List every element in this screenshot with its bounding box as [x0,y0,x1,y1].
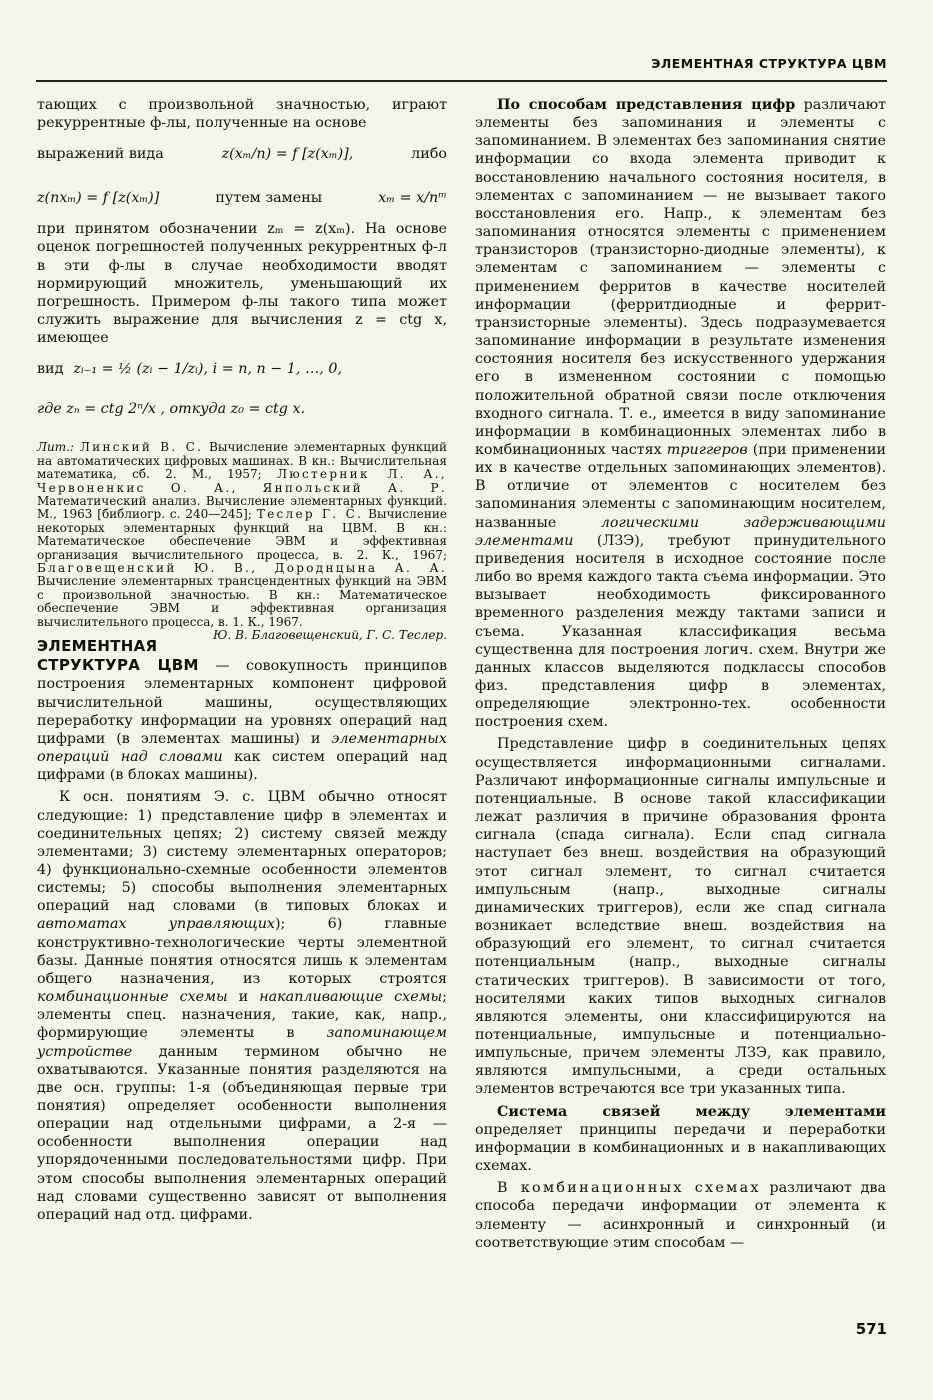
bold-heading: Система связей между элементами [497,1103,886,1120]
text-run: (ЛЗЭ), требуют принудительного приведения носителя в исходное состояние после либо во время каждого такта съема информации. Это вызывает необходимость фиксированного временного разделения между тактами записи и съема. Указанная классификация весьма существенна для построения логич. схем. Внутри же данных классов выделяются подклассы способов физ. представления цифр в элементах, определяющие электронно-тех. особенности построения схем. [475,532,886,731]
italic-term: элементарных операций над словами [37,730,447,766]
text-run: К осн. понятиям Э. с. ЦВМ обычно относят следующие: 1) представление цифр в элементах и соединительных цепях; 2) систему связей между элементами; 3) систему элементарных операторов; 4) функционально-схемные особенности элементов системы; 5) способы выполнения элементарных операций над словами (в типовых блоках и [37,789,447,915]
literature [37,440,447,643]
text-run: (при применении их в качестве отдельных запоминающих элементов). В отличие от элементов с носителем без запоминания элементы с запоминающим носителем, названные [475,441,887,531]
header-title: ЭЛЕМЕНТНАЯ СТРУКТУРА ЦВМ [651,56,887,71]
paragraph: тающих с произвольной значностью, играют рекуррентные ф-лы, полученные на основе [37,97,447,132]
formula-expression: где zₙ = ctg 2ⁿ/x , откуда z₀ = ctg x. [37,401,306,418]
paragraph: Представление цифр в соединительных цепях осуществляется информационными сигналами. Различают информационные сигналы импульсные и потенциальные. В основе такой классификации лежат различия в причине образования фронта сигнала (спада сигнала). Если спад сигнала наступает без внеш. воздействия на образующий этот сигнал элемент, то сигнал считается импульсным (напр., выходные сигналы динамических триггеров), если же спад сигнала возникает вследствие внеш. воздействия на образующий его элемент, то сигнал считается потенциальным (напр., выходные сигналы статических триггеров). В зависимости от того, носителями каких типов выходных сигналов являются элементы, они классифицируются на потенциальные, импульсные и потенциально-импульсные, причем элементы ЛЗЭ, как правило, являются импульсными, а среди остальных элементов встречаются все три указанных типа. [475,736,886,1098]
text-run: различают элементы без запоминания и элементы с запоминанием. В элементах без запоминания снятие информации со входа элемента приводит к восстановлению начального состояния носителя, в элементах с запоминанием — не вызывает такого восстановления его. Напр., к элементам без запоминания относятся элементы с применением транзисторов (транзисторно-диодные элементы), к элементам с запоминанием — элементы с применением ферритов в качестве носителей информации (ферритдиодные и феррит-транзисторные элементы). Здесь подразумевается запоминание информации в результате изменения состояния носителя без искусственного удержания его в измененном состоянии с помощью положительной обратной связи после отключения входного сигнала. Т. е., имеется в виду запоминание информации в комбинационных элементах либо в комбинационных частях [475,97,886,458]
italic-term: триггеров [666,441,748,458]
formula-4 [37,391,447,427]
left-column [37,96,447,1224]
text-run: ); 6) главные конструктивно-технологические черты элементной базы. Данные понятия относятся лишь к элементам общего назначения, из которых строятся [37,916,447,987]
lit-work: Вычисление некоторых элементарных функций на ЦВМ. В кн.: Математическое обеспечение ЭВМ и эффективная организация вычислительного процесса, в. 2. К., 1967; [37,507,447,562]
entry-definition [37,637,447,784]
paragraph [475,1103,886,1176]
text-run: как систем операций над цифрами (в блоках машины). [37,749,447,784]
formula-2 [37,176,447,220]
lit-work: Вычисление элементарных функций на автоматических цифровых машинах. В кн.: Вычислительная математика, сб. 2. М., 1957; [37,440,447,482]
spaced-term: В комбинационных схемах [497,1180,761,1197]
paragraph: при принятом обозначении zₘ = z(xₘ). На основе оценок погрешностей полученных рекуррентных ф-л в эти ф-лы в случае необходимости вводят нормирующий множитель, уменьшающий их погрешность. Примером ф-лы такого типа может служить выражение для вычисления z = ctg x, имеющее [37,221,447,347]
page-number: 571 [855,1320,887,1338]
lit-author: Благовещенский Ю. В., Дороднцына А. А. [37,561,447,576]
text-run: данным термином обычно не охватываются. Указанные понятия разделяются на две осн. группы: 1-я (объединяющая первые три понятия) определяет особенности выполнения операции над отдельными цифрами, а 2-я — особенности выполнения операции над упорядоченными последовательностями цифр. При этом способы выполнения элементарных операций над словами существенно зависят от выполнения операций над отд. цифрами. [37,1043,447,1223]
lit-author: Люстерник Л. А., Червоненкис О. А., Янпольский А. Р. [37,467,447,495]
formula-tail: либо [411,146,447,163]
italic-term: запоминающем устройстве [37,1025,447,1060]
lit-author: Линский В. С. [79,440,204,455]
italic-term: накапливающие схемы [259,989,443,1006]
text-run: и [227,989,260,1006]
formula-expression: xₘ = x/nᵐ [378,190,447,207]
article-authors: Ю. В. Благовещенский, Г. С. Теслер. [213,628,447,643]
text-run: различают два способа передачи информации от элемента к элементу — асинхронный и синхронный (и соответствующие этим способам — [475,1180,886,1251]
formula-3 [37,347,447,391]
italic-term: комбинационные схемы [37,989,228,1006]
lit-work: Математический анализ. Вычисление элементарных функций. М., 1963 [библиогр. с. 240—245]; [37,494,447,522]
formula-expression: z(xₘ/n) = f [z(xₘ)], [221,146,354,163]
italic-term: логическими задерживающими элементами [475,514,886,549]
text-run: определяет принципы передачи и переработки информации в комбинационных и в накапливающих схемах. [475,1121,886,1175]
formula-expression: z(nxₘ) = f [z(xₘ)] [37,190,160,207]
entry-term: ЭЛЕМЕНТНАЯ СТРУКТУРА ЦВМ [37,637,199,675]
lit-label: Лит.: [37,440,74,455]
text-run: ; элементы спец. назначения, такие, как, напр., формирующие элементы в [37,989,447,1042]
lit-author: Теслер Г. С. [256,507,364,522]
formula-1 [37,132,447,176]
right-column [475,96,886,1252]
paragraph [475,1179,886,1252]
formula-text: путем замены [215,190,323,207]
formula-label: вид [37,361,64,378]
bold-heading: По способам представления цифр [497,97,796,113]
formula-label: выражений вида [37,146,164,163]
paragraph [475,96,886,731]
running-header [36,52,887,82]
text-run: — совокупность принципов построения элементарных компонент цифровой вычислительной машины, осуществляющих переработку информации на уровнях операций над цифрами (в элементах машины) и [37,658,448,747]
italic-term: автоматах управляющих [37,916,275,933]
lit-work: Вычисление элементарных трансцендентных функций на ЭВМ с произвольной значностью. В кн.: Математическое обеспечение ЭВМ и эффективная организация вычислительного процесса, в. 1. К., 1967. [37,574,447,629]
formula-expression: zᵢ₋₁ = ½ (zᵢ − 1/zᵢ), i = n, n − 1, …, 0, [73,361,343,378]
paragraph [37,788,447,1224]
